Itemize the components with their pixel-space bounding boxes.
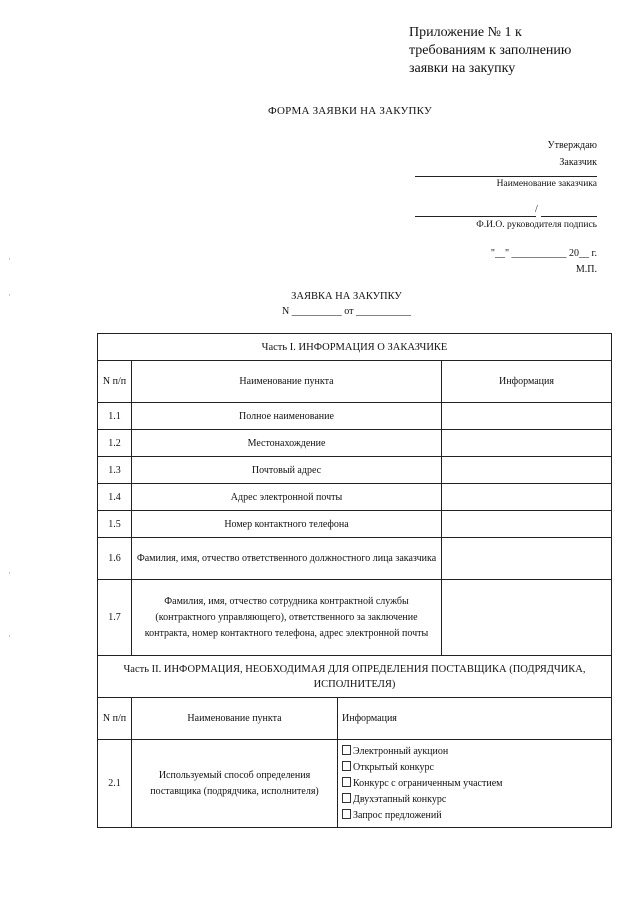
signature-line: [541, 216, 597, 217]
col-info-header: Информация: [442, 361, 612, 403]
row-name: Полное наименование: [132, 403, 442, 430]
row-name: Местонахождение: [132, 430, 442, 457]
approve-label: Утверждаю: [547, 140, 597, 151]
row-name: Используемый способ определения поставщика (подрядчика, исполнителя): [132, 740, 338, 828]
option-label: Электронный аукцион: [353, 745, 449, 757]
appendix-line-2: требованиям к заполнению: [409, 43, 572, 58]
row-number: 1.6: [98, 538, 132, 580]
row-number: 1.1: [98, 403, 132, 430]
approval-date: "__" ___________ 20__ г.: [490, 248, 597, 259]
checkbox-icon[interactable]: [342, 809, 351, 819]
table-row: [98, 403, 612, 430]
option-label: Открытый конкурс: [353, 761, 434, 773]
scan-mark: ·: [8, 290, 11, 300]
row-number: 1.4: [98, 484, 132, 511]
row-number: 2.1: [98, 740, 132, 828]
option-two-stage-tender[interactable]: [342, 792, 607, 808]
appendix-line-1: Приложение № 1 к: [409, 25, 522, 40]
table-row: [98, 457, 612, 484]
row-number: 1.3: [98, 457, 132, 484]
info-cell[interactable]: [442, 403, 612, 430]
application-title: ЗАЯВКА НА ЗАКУПКУ: [291, 291, 402, 302]
table-row: [98, 740, 612, 828]
table-row: [98, 580, 612, 656]
application-table: [97, 333, 612, 828]
row-number: 1.5: [98, 511, 132, 538]
checkbox-icon[interactable]: [342, 793, 351, 803]
info-cell[interactable]: [442, 538, 612, 580]
table-row: [98, 430, 612, 457]
scan-mark: ·: [8, 631, 11, 641]
head-caption: Ф.И.О. руководителя подпись: [476, 220, 597, 230]
info-cell[interactable]: [442, 511, 612, 538]
part1-title: Часть I. ИНФОРМАЦИЯ О ЗАКАЗЧИКЕ: [98, 334, 612, 361]
option-label: Двухэтапный конкурс: [353, 793, 447, 805]
part1-header-row: [98, 334, 612, 361]
info-cell[interactable]: [442, 484, 612, 511]
customer-label: Заказчик: [559, 157, 597, 168]
table-row: [98, 538, 612, 580]
part2-header-row: [98, 656, 612, 698]
option-label: Конкурс с ограниченным участием: [353, 777, 503, 789]
col-name-header: Наименование пункта: [132, 698, 338, 740]
part1-columns-row: [98, 361, 612, 403]
table-row: [98, 511, 612, 538]
col-name-header: Наименование пункта: [132, 361, 442, 403]
info-cell[interactable]: [442, 457, 612, 484]
application-number-line: N __________ от ___________: [282, 306, 411, 317]
option-open-tender[interactable]: [342, 760, 607, 776]
appendix-note: [409, 24, 629, 78]
customer-name-caption: Наименование заказчика: [496, 179, 597, 189]
option-request-for-proposals[interactable]: [342, 808, 607, 824]
scan-mark: ·: [8, 254, 11, 264]
info-cell[interactable]: [442, 430, 612, 457]
row-name: Фамилия, имя, отчество сотрудника контрактной службы (контрактного управляющего), ответственного за заключение контракта, номер контактного телефона, адрес электронной почты: [132, 580, 442, 656]
row-name: Адрес электронной почты: [132, 484, 442, 511]
checkbox-icon[interactable]: [342, 777, 351, 787]
info-cell[interactable]: [442, 580, 612, 656]
method-options: [338, 740, 612, 828]
scan-mark: ·: [8, 568, 11, 578]
option-electronic-auction[interactable]: [342, 744, 607, 760]
head-name-line: [415, 216, 536, 217]
checkbox-icon[interactable]: [342, 745, 351, 755]
row-number: 1.2: [98, 430, 132, 457]
signature-slash: /: [535, 204, 538, 215]
row-name: Почтовый адрес: [132, 457, 442, 484]
part2-title: Часть II. ИНФОРМАЦИЯ, НЕОБХОДИМАЯ ДЛЯ ОПРЕДЕЛЕНИЯ ПОСТАВЩИКА (ПОДРЯДЧИКА, ИСПОЛНИТЕЛЯ): [98, 656, 612, 698]
option-label: Запрос предложений: [353, 809, 442, 821]
row-name: Фамилия, имя, отчество ответственного должностного лица заказчика: [132, 538, 442, 580]
row-number: 1.7: [98, 580, 132, 656]
col-no-header: N п/п: [98, 361, 132, 403]
appendix-line-3: заявки на закупку: [409, 61, 516, 76]
part2-columns-row: [98, 698, 612, 740]
checkbox-icon[interactable]: [342, 761, 351, 771]
col-no-header: N п/п: [98, 698, 132, 740]
option-limited-tender[interactable]: [342, 776, 607, 792]
customer-name-line: [415, 176, 597, 177]
table-row: [98, 484, 612, 511]
stamp-label: М.П.: [575, 264, 597, 275]
row-name: Номер контактного телефона: [132, 511, 442, 538]
approval-block: [548, 137, 597, 171]
form-title: ФОРМА ЗАЯВКИ НА ЗАКУПКУ: [268, 105, 432, 117]
col-info-header: Информация: [338, 698, 612, 740]
